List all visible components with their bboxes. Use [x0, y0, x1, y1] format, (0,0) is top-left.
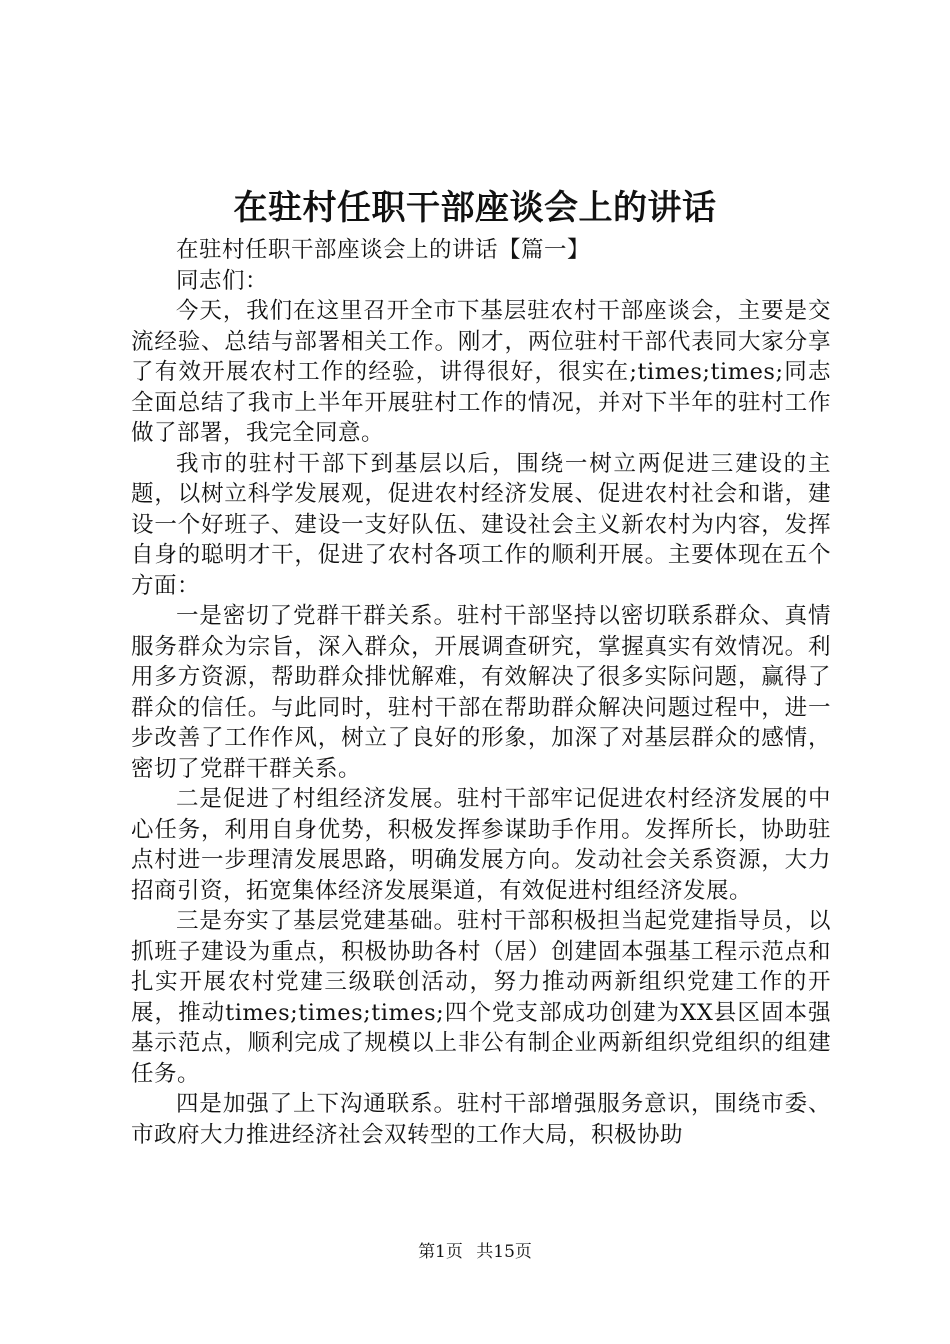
document-subtitle: 在驻村任职干部座谈会上的讲话【篇一】: [176, 237, 591, 263]
document-body: [131, 235, 831, 1150]
paragraph: 四是加强了上下沟通联系。驻村干部增强服务意识，围绕市委、市政府大力推进经济社会双转型的工作大局，积极协助: [131, 1091, 831, 1148]
greeting: 同志们：: [176, 267, 269, 294]
paragraph: 今天，我们在这里召开全市下基层驻农村干部座谈会，主要是交流经验、总结与部署相关工作。刚才，两位驻村干部代表同大家分享了有效开展农村工作的经验，讲得很好，很实在;times;times;同志全面总结了我市上半年开展驻村工作的情况，并对下半年的驻村工作做了部署，我完全同意。: [131, 298, 831, 446]
paragraph: 我市的驻村干部下到基层以后，围绕一树立两促进三建设的主题，以树立科学发展观，促进农村经济发展、促进农村社会和谐，建设一个好班子、建设一支好队伍、建设社会主义新农村为内容，发挥自身的聪明才干，促进了农村各项工作的顺利开展。主要体现在五个方面：: [131, 450, 831, 599]
document-title: 在驻村任职干部座谈会上的讲话: [233, 188, 717, 228]
paragraph: 三是夯实了基层党建基础。驻村干部积极担当起党建指导员，以抓班子建设为重点，积极协助各村（居）创建固本强基工程示范点和扎实开展农村党建三级联创活动，努力推动两新组织党建工作的开展，推动times;times;times;四个党支部成功创建为XX县区固本强基示范点，顺利完成了规模以上非公有制企业两新组织党组织的组建任务。: [131, 908, 831, 1087]
paragraph: 二是促进了村组经济发展。驻村干部牢记促进农村经济发展的中心任务，利用自身优势，积极发挥参谋助手作用。发挥所长，协助驻点村进一步理清发展思路，明确发展方向。发动社会关系资源，大力招商引资，拓宽集体经济发展渠道，有效促进村组经济发展。: [131, 786, 831, 904]
page-number: 第1页: [418, 1242, 463, 1262]
paragraph: 一是密切了党群干群关系。驻村干部坚持以密切联系群众、真情服务群众为宗旨，深入群众，开展调查研究，掌握真实有效情况。利用多方资源，帮助群众排忧解难，有效解决了很多实际问题，赢得了群众的信任。与此同时，驻村干部在帮助群众解决问题过程中，进一步改善了工作作风，树立了良好的形象，加深了对基层群众的感情，密切了党群干群关系。: [131, 603, 831, 782]
page-total: 共15页: [476, 1242, 532, 1262]
page-footer: [0, 1240, 950, 1264]
